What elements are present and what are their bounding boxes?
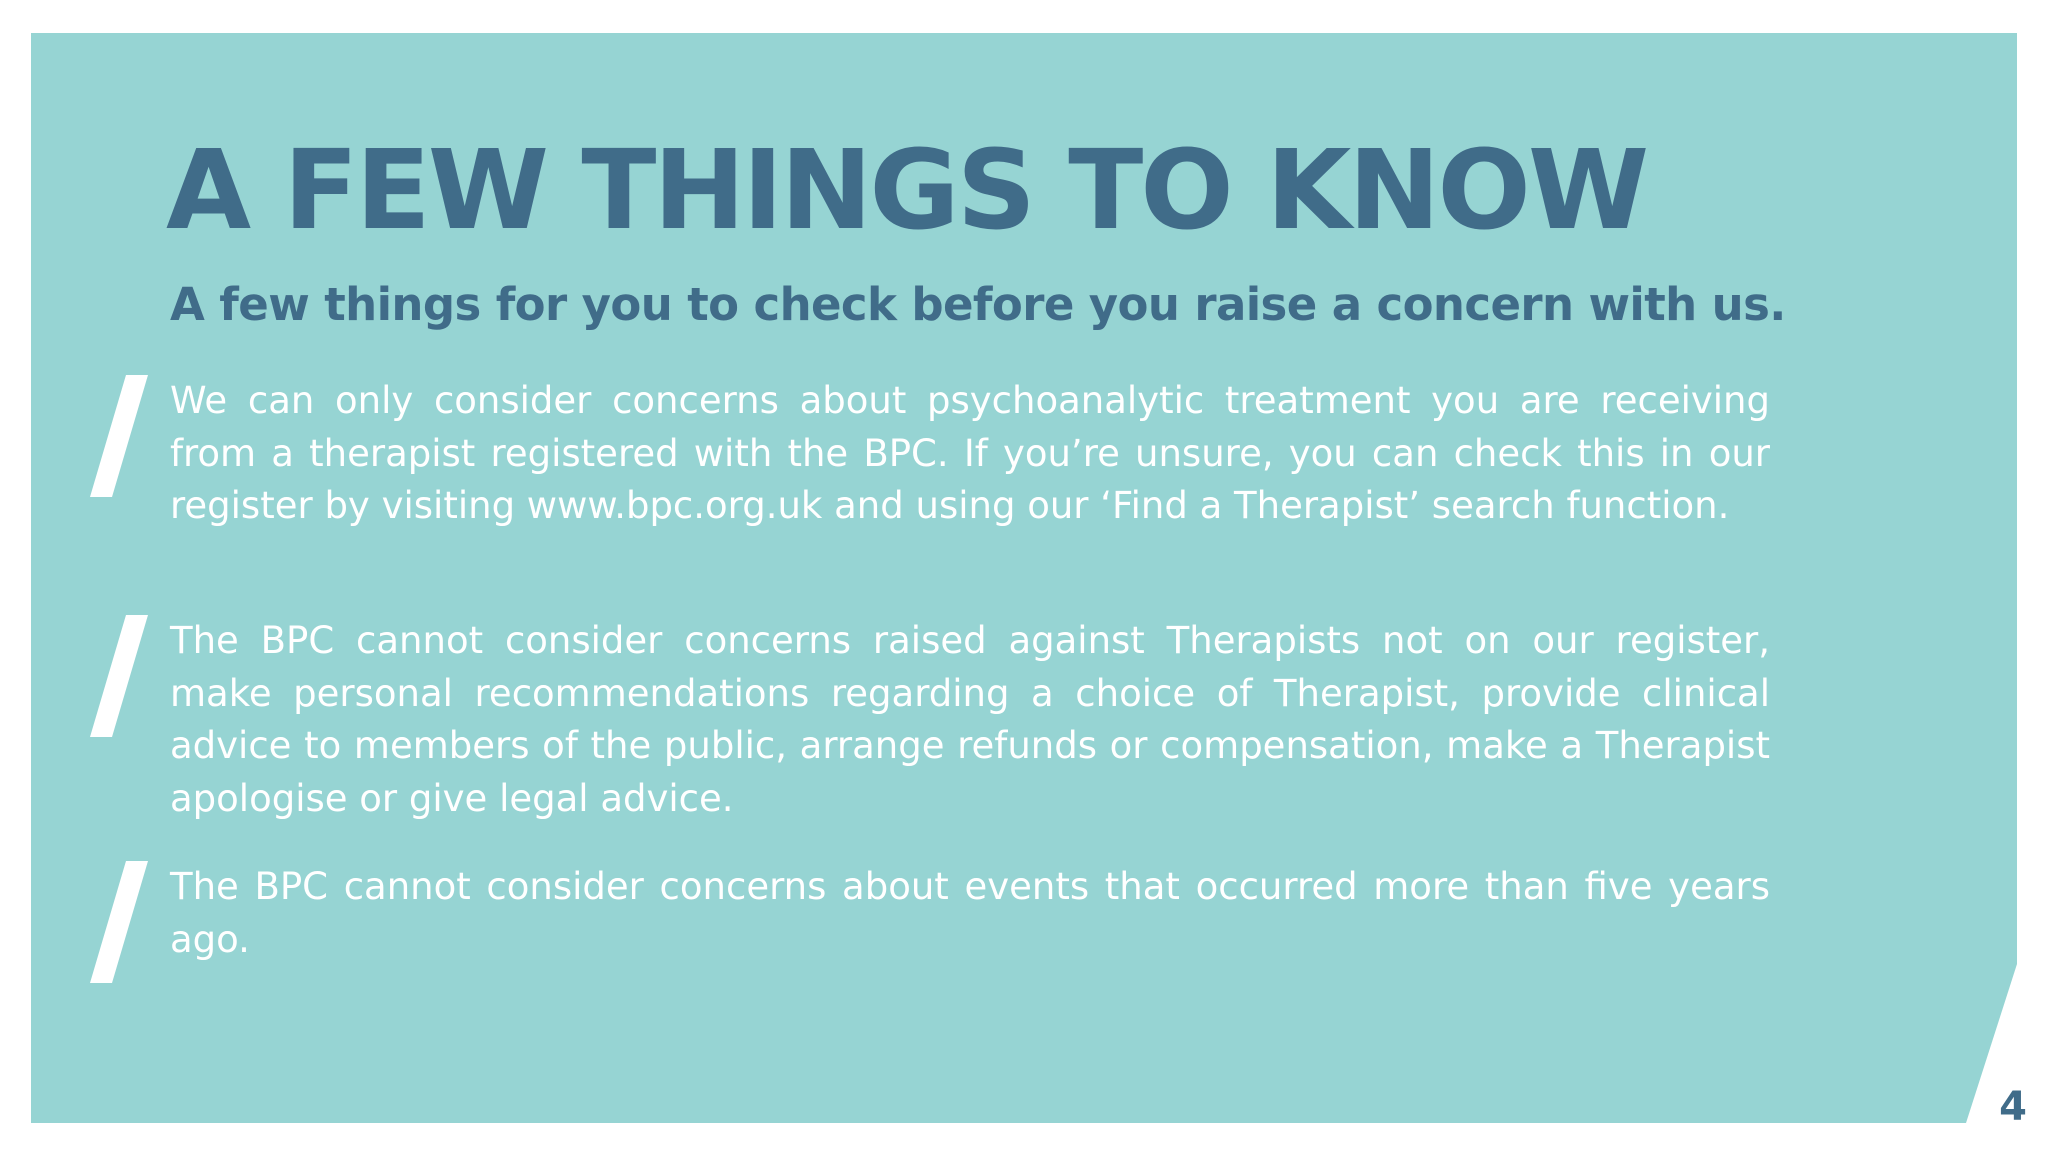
page-title: A FEW THINGS TO KNOW — [166, 126, 1647, 254]
page-number: 4 — [1999, 1084, 2027, 1130]
slash-icon — [90, 375, 150, 497]
list-item-text: The BPC cannot consider concerns about events that occurred more than five years ago. — [170, 865, 1770, 961]
slash-icon — [90, 615, 150, 737]
list-item-text: The BPC cannot consider concerns raised against Therapists not on our register, make personal recommendations regarding a choice of Therapist, provide clinical advice to members of the public, arrange refunds or compensation, make a Therapist apologise or give legal advice. — [170, 619, 1770, 820]
page-subtitle: A few things for you to check before you raise a concern with us. — [170, 278, 1786, 331]
slash-icon — [90, 861, 150, 983]
list-item-text: We can only consider concerns about psychoanalytic treatment you are receiving from a therapist registered with the BPC. If you’re unsure, you can check this in our register by visiting www.bpc.org.uk and using our ‘Find a Therapist’ search function. — [170, 379, 1770, 527]
